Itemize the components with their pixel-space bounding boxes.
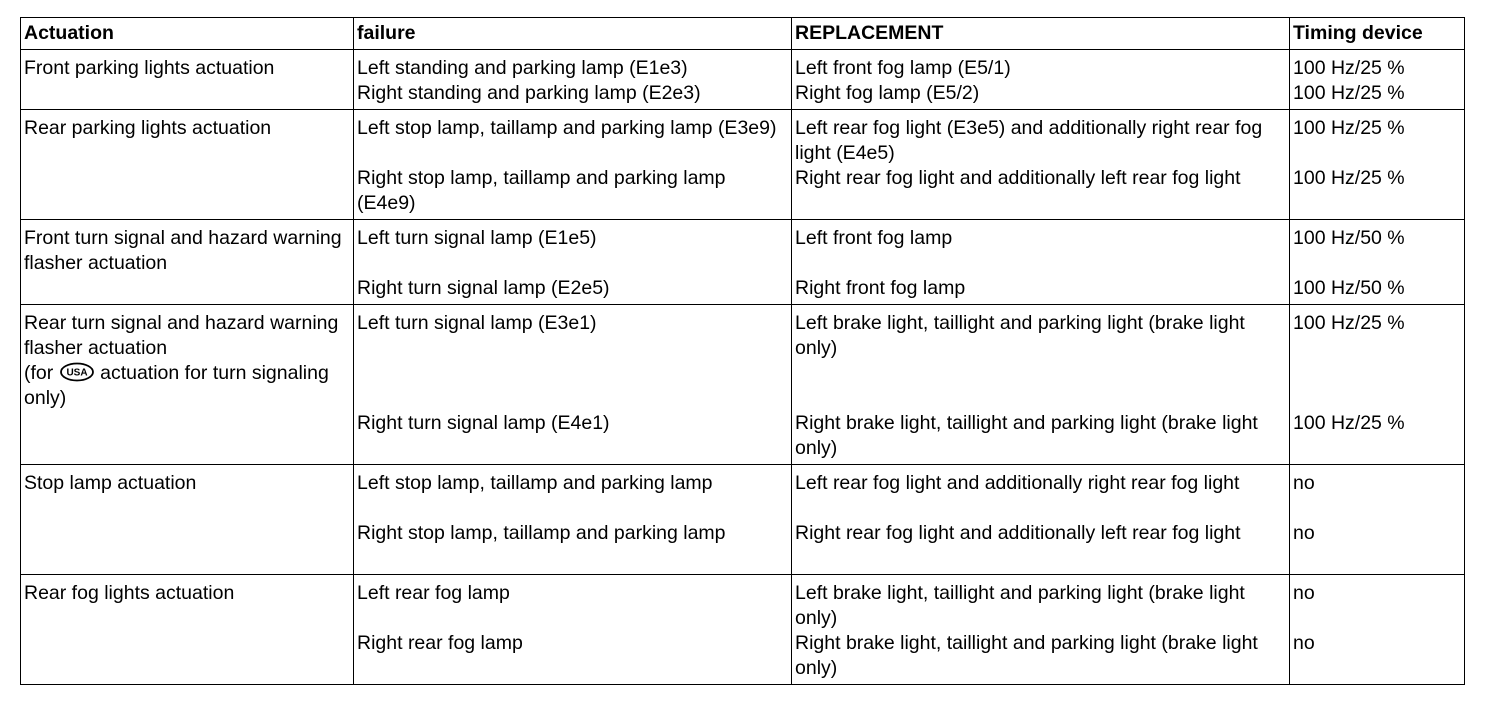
header-row <box>21 18 1465 50</box>
replacement-cell: Right brake light, taillight and parking light (brake light only) <box>792 631 1290 685</box>
failure-cell: Right stop lamp, taillamp and parking lamp <box>354 521 792 575</box>
replacement-cell: Left front fog lamp (E5/1) <box>792 50 1290 82</box>
timing-cell: 100 Hz/25 % <box>1290 411 1465 465</box>
failure-cell: Left stop lamp, taillamp and parking lamp <box>354 465 792 522</box>
replacement-cell: Left brake light, taillight and parking light (brake light only) <box>792 575 1290 632</box>
actuation-note-prefix: (for <box>24 362 54 384</box>
replacement-cell: Right front fog lamp <box>792 276 1290 305</box>
actuation-cell <box>21 305 354 465</box>
timing-cell: no <box>1290 465 1465 522</box>
header-replacement: REPLACEMENT <box>792 18 1290 50</box>
replacement-cell: Right rear fog light and additionally left rear fog light <box>792 521 1290 575</box>
failure-cell: Right standing and parking lamp (E2e3) <box>354 81 792 110</box>
replacement-cell: Left brake light, taillight and parking light (brake light only) <box>792 305 1290 412</box>
table-row <box>21 220 1465 277</box>
timing-cell: 100 Hz/25 % <box>1290 50 1465 82</box>
actuation-cell: Rear fog lights actuation <box>21 575 354 685</box>
failure-cell: Left turn signal lamp (E3e1) <box>354 305 792 412</box>
actuation-cell: Front turn signal and hazard warning flasher actuation <box>21 220 354 305</box>
timing-cell: no <box>1290 631 1465 685</box>
replacement-cell: Right fog lamp (E5/2) <box>792 81 1290 110</box>
actuation-cell: Rear parking lights actuation <box>21 110 354 220</box>
usa-badge-icon <box>59 362 95 382</box>
timing-cell: 100 Hz/50 % <box>1290 276 1465 305</box>
timing-cell: 100 Hz/25 % <box>1290 110 1465 167</box>
failure-cell: Right turn signal lamp (E2e5) <box>354 276 792 305</box>
failure-cell: Left turn signal lamp (E1e5) <box>354 220 792 277</box>
replacement-cell: Left front fog lamp <box>792 220 1290 277</box>
failure-cell: Right turn signal lamp (E4e1) <box>354 411 792 465</box>
failure-cell: Left rear fog lamp <box>354 575 792 632</box>
timing-cell: 100 Hz/50 % <box>1290 220 1465 277</box>
header-timing-device: Timing device <box>1290 18 1465 50</box>
timing-cell: 100 Hz/25 % <box>1290 81 1465 110</box>
actuation-cell: Stop lamp actuation <box>21 465 354 575</box>
failure-cell: Right rear fog lamp <box>354 631 792 685</box>
lamp-failure-table <box>20 17 1465 685</box>
replacement-cell: Left rear fog light (E3e5) and additionally right rear fog light (E4e5) <box>792 110 1290 167</box>
replacement-cell: Right rear fog light and additionally left rear fog light <box>792 166 1290 220</box>
actuation-note-suffix: actuation for turn signaling only) <box>24 362 329 409</box>
timing-cell: no <box>1290 521 1465 575</box>
timing-cell: 100 Hz/25 % <box>1290 166 1465 220</box>
failure-cell: Left stop lamp, taillamp and parking lamp (E3e9) <box>354 110 792 167</box>
failure-cell: Left standing and parking lamp (E1e3) <box>354 50 792 82</box>
timing-cell: 100 Hz/25 % <box>1290 305 1465 412</box>
usa-badge-text: USA <box>66 367 88 379</box>
table-row <box>21 50 1465 82</box>
table-row <box>21 305 1465 412</box>
replacement-cell: Left rear fog light and additionally right rear fog light <box>792 465 1290 522</box>
timing-cell: no <box>1290 575 1465 632</box>
actuation-cell: Front parking lights actuation <box>21 50 354 110</box>
table-row <box>21 465 1465 522</box>
replacement-cell: Right brake light, taillight and parking light (brake light only) <box>792 411 1290 465</box>
header-failure: failure <box>354 18 792 50</box>
header-actuation: Actuation <box>21 18 354 50</box>
table-row <box>21 575 1465 632</box>
actuation-text: Rear turn signal and hazard warning flasher actuation <box>24 312 339 359</box>
table-row <box>21 110 1465 167</box>
failure-cell: Right stop lamp, taillamp and parking lamp (E4e9) <box>354 166 792 220</box>
